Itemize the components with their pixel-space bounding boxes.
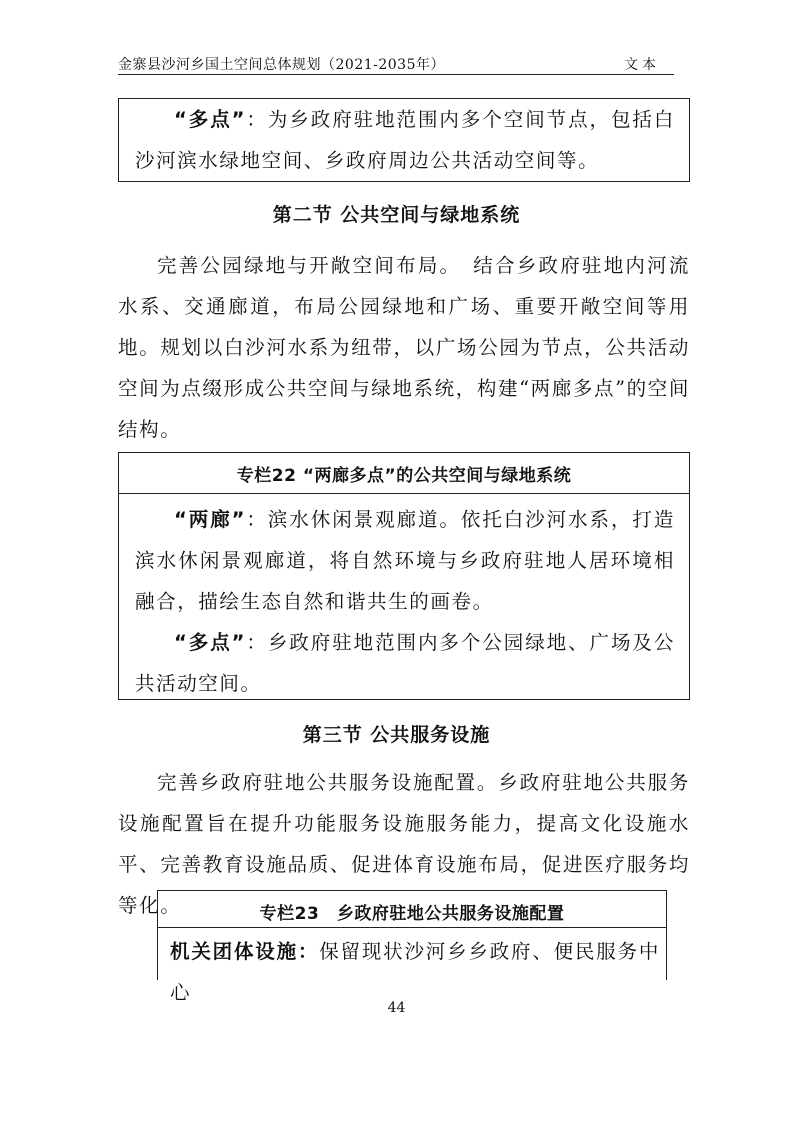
term-jiguan: 机关团体设施：	[170, 940, 320, 963]
term-lianglang: “两廊”	[174, 508, 247, 531]
page-number: 44	[387, 1000, 406, 1016]
document-label: 文本	[624, 57, 660, 73]
box-paragraph	[135, 99, 675, 181]
lianglang-description: ：滨水休闲景观廊道。依托白沙河水系，打造滨水休闲景观廊道，将自然环境与乡政府驻地人居环境相融合，描绘生态自然和谐共生的画卷。	[135, 508, 675, 613]
jiguan-description: 保留现状沙河乡乡政府、便民服务中心	[170, 940, 660, 1004]
term-description: ：为乡政府驻地范围内多个空间节点，包括白沙河滨水绿地空间、乡政府周边公共活动空间等。	[135, 108, 675, 172]
duodian-description: ：乡政府驻地范围内多个公园绿地、广场及公共活动空间。	[135, 631, 675, 695]
box23-title: 专栏23 乡政府驻地公共服务设施配置	[259, 904, 565, 924]
column-box-23	[157, 890, 667, 1004]
box-duodian-continued	[118, 98, 690, 182]
box22-title: 专栏22 “两廊多点”的公共空间与绿地系统	[236, 466, 572, 486]
box22-divider	[119, 493, 689, 494]
section2-paragraph	[118, 245, 690, 450]
section3-text: 乡政府驻地公共服务设施配置旨在提升功能服务设施服务能力，提高文化设施水平、完善教育设施品质、促进体育设施布局，促进医疗服务均等化。	[118, 771, 690, 917]
term-duodian: “多点”	[174, 108, 247, 131]
box22-item-lianglang	[135, 499, 675, 622]
section-heading-3: 第三节 公共服务设施	[302, 724, 491, 746]
page-header	[118, 44, 674, 75]
section3-lead: 完善乡政府驻地公共服务设施配置。	[157, 771, 499, 794]
section-heading-2: 第二节 公共空间与绿地系统	[272, 204, 521, 226]
section2-lead: 完善公园绿地与开敞空间布局。	[157, 254, 452, 277]
box23-divider	[158, 927, 666, 928]
box22-item-duodian	[135, 622, 675, 704]
section2-text: 结合乡政府驻地内河流水系、交通廊道，布局公园绿地和广场、重要开敞空间等用地。规划以白沙河水系为纽带，以广场公园为节点，公共活动空间为点缀形成公共空间与绿地系统，构建“两廊多点”的空间结构。	[118, 254, 690, 441]
term-duodian: “多点”	[174, 631, 247, 654]
column-box-22	[118, 452, 690, 700]
document-title: 金寨县沙河乡国土空间总体规划（2021-2035年）	[118, 57, 445, 73]
